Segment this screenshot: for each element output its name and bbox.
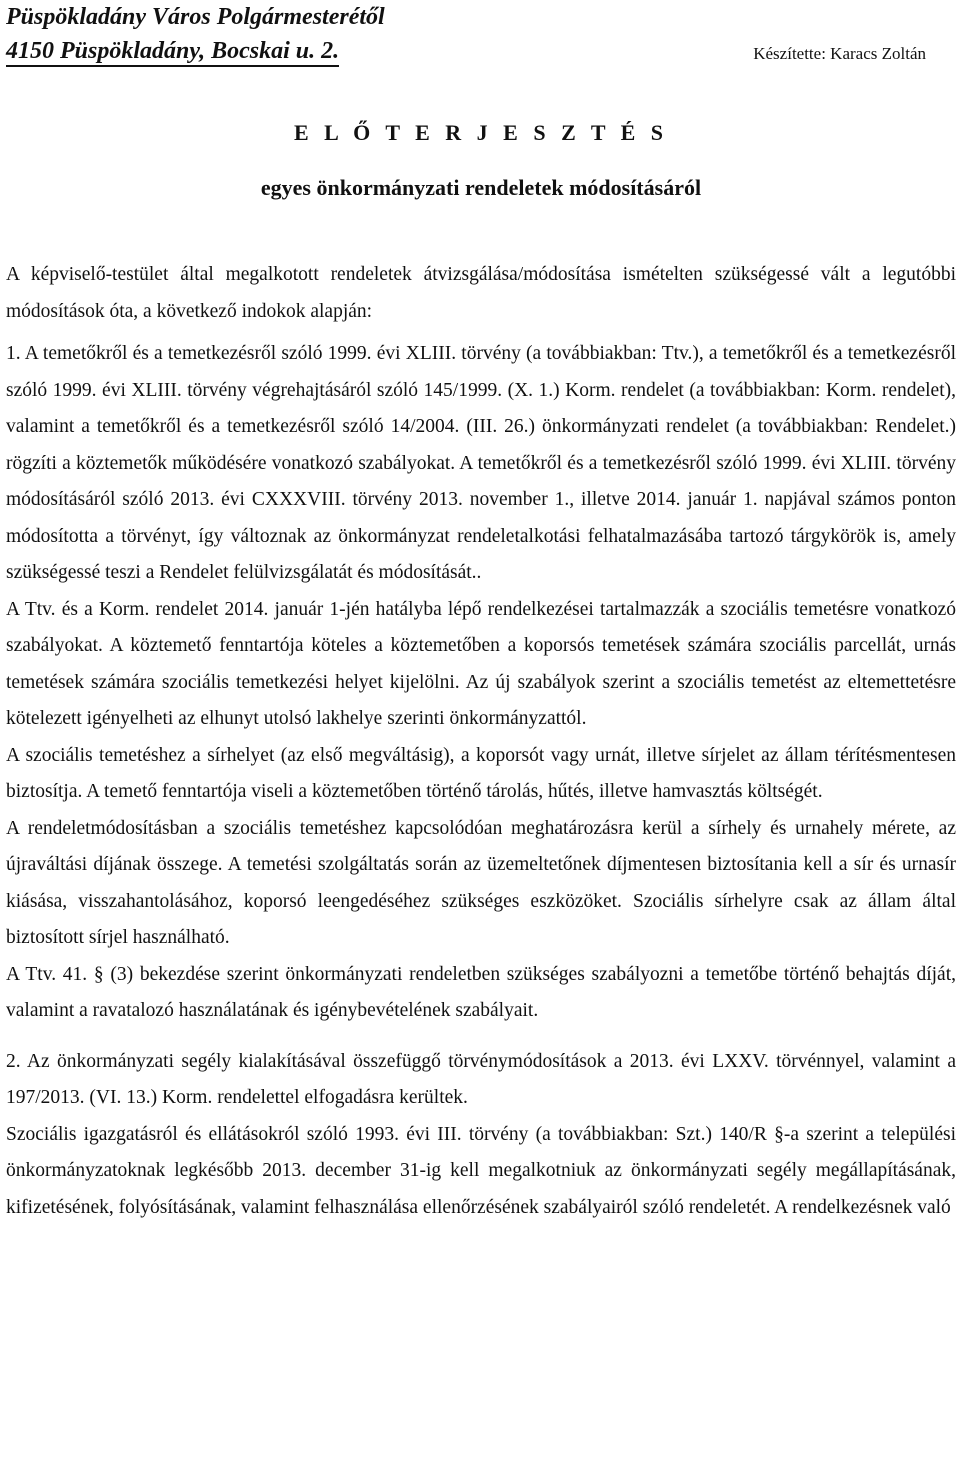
item1-paragraph-3: A szociális temetéshez a sírhelyet (az első megváltásig), a koporsót vagy urnát, illetve sírjelet az állam térítésmentesen biztosítja. A temető fenntartója viseli a köztemetőben történő tárolás, hűtés, illetve hamvasztás költségét. (6, 744, 956, 802)
document-subtitle: egyes önkormányzati rendeletek módosításáról (260, 175, 702, 200)
item1-paragraph-5: A Ttv. 41. § (3) bekezdése szerint önkormányzati rendeletben szükséges szabályozni a temetőbe történő behajtás díját, valamint a ravatalozó használatának és igénybevételének szabályait. (6, 963, 956, 1021)
item1-paragraph-1: 1. A temetőkről és a temetkezésről szóló 1999. évi XLIII. törvény (a továbbiakban: Ttv.), a temetőkről és a temetkezésről szóló 1999. évi XLIII. törvény végrehajtásáról szóló 145/1999. (X. 1.) Korm. rendelet (a továbbiakban: Korm. rendelet), valamint a temetőkről és a temetkezésről szóló 14/2004. (III. 26.) önkormányzati rendelet (a továbbiakban: Rendelet.) rögzíti a köztemetők működésére vonatkozó szabályokat. A temetőkről és a temetkezésről szóló 1999. évi XLIII. törvény módosításáról szóló 2013. évi CXXXVIII. törvény 2013. november 1., illetve 2014. január 1. napjával számos ponton módosította a törvényt, így változnak az önkormányzat rendeletalkotási felhatalmazásába tartozó tárgykörök is, amely szükségessé teszi a Rendelet felülvizsgálatát és módosítását.. (6, 343, 956, 583)
item2-paragraph-1: 2. Az önkormányzati segély kialakításával összefüggő törvénymódosítások a 2013. évi LXXV. törvénnyel, valamint a 197/2013. (VI. 13.) Korm. rendelettel elfogadásra kerültek. (6, 1050, 956, 1108)
item2-paragraph-2: Szociális igazgatásról és ellátásokról szóló 1993. évi III. törvény (a továbbiakban: Szt.) 140/R §-a szerint a települési önkormányzatoknak legkésőbb 2013. december 31-ig kell megalkotniuk az önkormányzati segély megállapításának, kifizetésének, folyósításának, valamint felhasználása ellenőrzésének szabályairól szóló rendeletét. A rendelkezésnek való (6, 1123, 956, 1218)
item1-paragraph-2: A Ttv. és a Korm. rendelet 2014. január 1-jén hatályba lépő rendelkezései tartalmazzák a szociális temetésre vonatkozó szabályokat. A köztemető fenntartója köteles a köztemetőben a koporsós temetések számára szociális parcellát, urnás temetések számára szociális temetkezési helyet kijelölni. Az új szabályok szerint a szociális temetést az eltemettetésre kötelezett igényelheti az elhunyt utolsó lakhelye szerinti önkormányzattól. (6, 598, 956, 729)
office-address: 4150 Püspökladány, Bocskai u. 2. (6, 38, 339, 67)
office-name: Püspökladány Város Polgármesterétől (6, 4, 385, 30)
document-body (6, 257, 956, 1226)
item1-paragraph-4: A rendeletmódosításban a szociális temetéshez kapcsolódóan meghatározásra kerül a sírhely és urnahely mérete, az újraváltási díjának összege. A temetési szolgáltatás során az üzemeltetőnek díjmentesen biztosítania kell a sír és urnasír kiásása, visszahantolásához, koporsó leengedéséhez szükséges eszközöket. Szociális sírhelyre csak az állam által biztosított sírjel használható. (6, 817, 956, 948)
intro-paragraph: A képviselő-testület által megalkotott rendeletek átvizsgálása/módosítása ismételten szükségessé vált a legutóbbi módosítások óta, a következő indokok alapján: (6, 264, 956, 322)
document-title: E L Ő T E R J E S Z T É S (293, 120, 669, 145)
author-line: Készítette: Karacs Zoltán (753, 44, 926, 63)
header-second-line (6, 38, 956, 68)
